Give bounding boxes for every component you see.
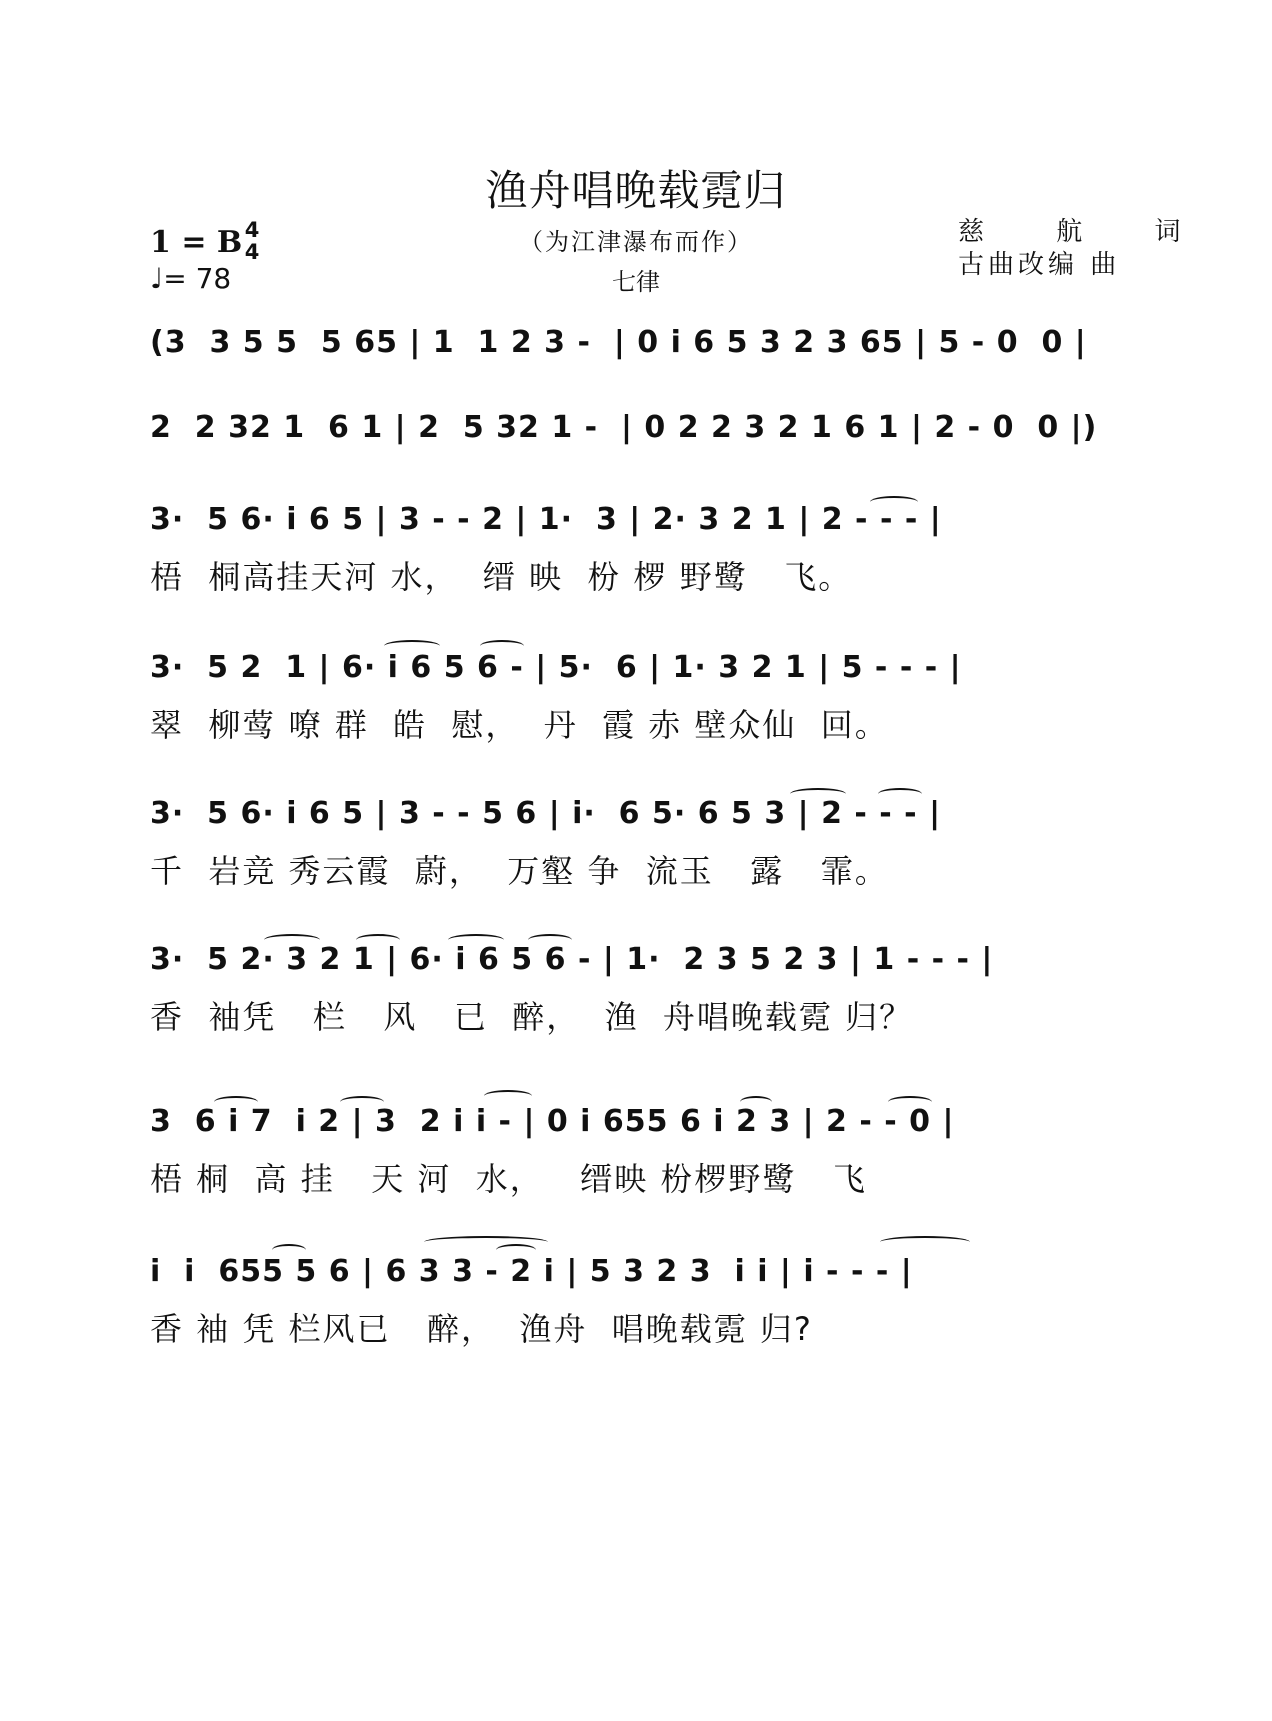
slur-mark [480, 640, 524, 652]
notation-row-2: 2 2 32 1 6 1 | 2 5 32 1 - | 0 2 2 3 2 1 6 1 | 2 - 0 0 |) [150, 410, 1098, 445]
slur-mark [484, 1090, 532, 1102]
lyrics-row-5: 千 岩竞 秀云霞 蔚， 万壑 争 流玉 露 霏。 [150, 852, 889, 890]
notation-row-3: 3· 5 6· i 6 5 | 3 - - 2 | 1· 3 | 2· 3 2 1 | 2 - - - | [150, 502, 942, 537]
notation-row-1: (3 3 5 5 5 65 | 1 1 2 3 - | 0 i 6 5 3 2 3 65 | 5 - 0 0 | [150, 325, 1087, 360]
slur-mark [264, 934, 320, 946]
slur-mark [340, 1096, 384, 1108]
notation-row-5: 3· 5 6· i 6 5 | 3 - - 5 6 | i· 6 5· 6 5 3 | 2 - - - | [150, 796, 942, 831]
tempo-marking: ♩= 78 [150, 262, 232, 295]
lyrics-row-7: 梧 桐 高 挂 天 河 水， 缙映 枌椤野鹭 飞 [150, 1160, 867, 1198]
slur-mark [878, 788, 922, 800]
key-signature: 1 = B [150, 225, 243, 260]
notation-row-4: 3· 5 2 1 | 6· i 6 5 6 - | 5· 6 | 1· 3 2 1 | 5 - - - | [150, 650, 962, 685]
song-title: 渔舟唱晚载霓归 [485, 166, 787, 215]
lyrics-row-3: 梧 桐高挂天河 水， 缙 映 枌 椤 野鹭 飞。 [150, 558, 853, 596]
slur-mark [272, 1244, 306, 1256]
slur-mark [870, 496, 918, 508]
slur-mark [790, 788, 846, 800]
notation-row-6: 3· 5 2· 3 2 1 | 6· i 6 5 6 - | 1· 2 3 5 2 3 | 1 - - - | [150, 942, 994, 977]
slur-mark [528, 934, 572, 946]
notation-row-7: 3 6 i 7 i 2 | 3 2 i i - | 0 i 655 6 i 2 3 | 2 - - 0 | [150, 1104, 955, 1139]
lyricist-credit: 慈 航 词 [958, 217, 1213, 247]
slur-mark [740, 1096, 772, 1108]
poem-form: 七律 [612, 268, 660, 296]
time-signature [240, 218, 264, 264]
song-subtitle: （为江津瀑布而作） [519, 228, 753, 256]
composer-credit: 古曲改编 曲 [958, 250, 1121, 280]
lyrics-row-8: 香 袖 凭 栏风已 醉， 渔舟 唱晚载霓 归? [150, 1310, 813, 1348]
lyrics-row-6: 香 袖凭 栏 风 已 醉， 渔 舟唱晚载霓 归？ [150, 998, 914, 1036]
slur-mark [356, 934, 400, 946]
slur-mark [880, 1236, 970, 1248]
slur-mark [448, 934, 504, 946]
slur-mark [496, 1244, 536, 1256]
lyrics-row-4: 翠 柳莺 嘹 群 皓 慰， 丹 霞 赤 壁众仙 回。 [150, 706, 889, 744]
slur-mark [384, 640, 440, 652]
time-signature-top: 4 [244, 218, 260, 242]
time-signature-bottom: 4 [244, 240, 260, 264]
slur-mark [214, 1096, 258, 1108]
slur-mark [888, 1096, 932, 1108]
notation-row-8: i i 655 5 6 | 6 3 3 - 2 i | 5 3 2 3 i i | i - - - | [150, 1254, 913, 1289]
